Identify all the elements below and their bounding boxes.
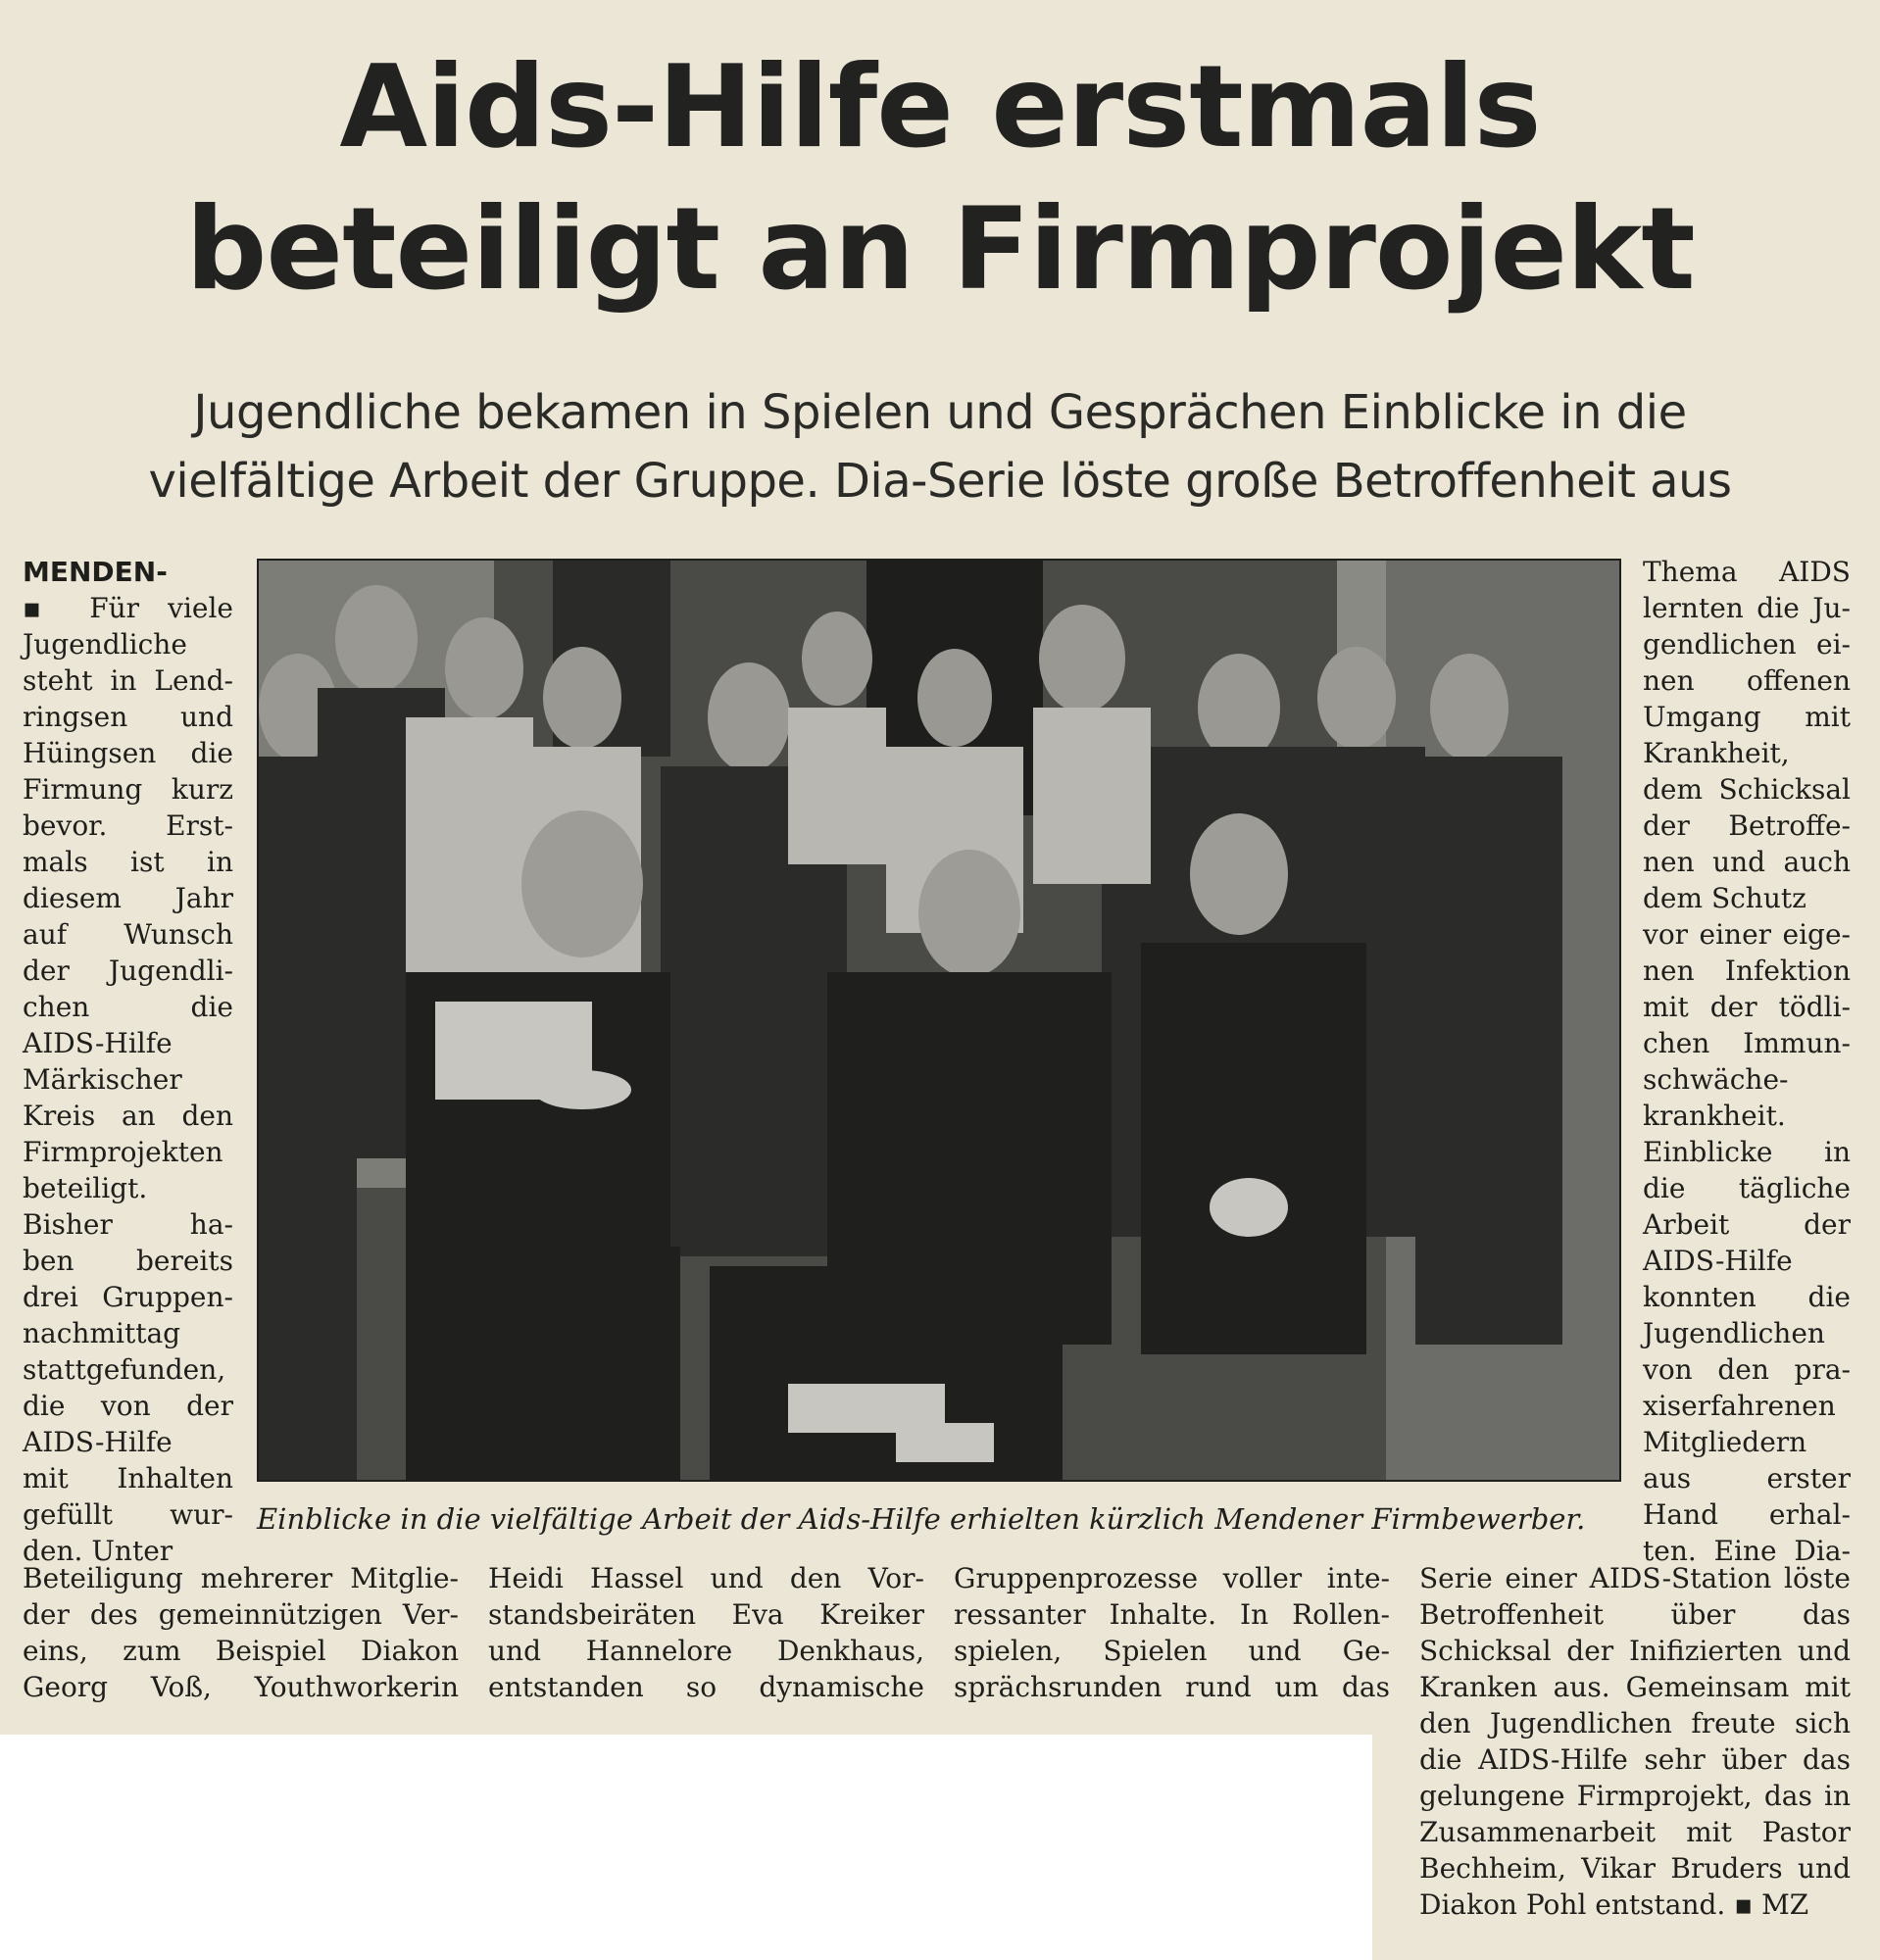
left-column-line: den. Unter — [23, 1535, 173, 1567]
right-column-line: Krankheit, — [1643, 737, 1790, 769]
right-column-line: von den pra- — [1643, 1353, 1851, 1386]
right-column-text — [1643, 554, 1851, 1569]
bottom-column-line: Diakon Pohl entstand. ▪ MZ — [1419, 1888, 1809, 1921]
right-column-line: mit der tödli- — [1643, 991, 1851, 1023]
bottom-column-1-text — [23, 1560, 459, 1705]
right-column-line: ten. Eine Dia- — [1643, 1535, 1851, 1567]
left-column-line: mals ist in — [23, 846, 233, 878]
bottom-column-2 — [488, 1560, 924, 1705]
bottom-column-line: standsbeiräten Eva Kreiker — [488, 1598, 924, 1631]
left-column-line: AIDS-Hilfe — [23, 1027, 173, 1059]
photo-caption: Einblicke in die vielfältige Arbeit der Aids-Hilfe erhielten kürzlich Mendener Firmbewerber. — [257, 1502, 1586, 1536]
right-column-line: nen Infektion — [1643, 955, 1851, 987]
left-column-line: auf Wunsch — [23, 918, 233, 951]
bottom-column-3 — [954, 1560, 1390, 1705]
right-column-line: Arbeit der — [1643, 1208, 1851, 1241]
left-column-line: Jugendliche — [23, 628, 187, 661]
right-column-line: aus erster — [1643, 1462, 1851, 1494]
left-column-line: die von der — [23, 1390, 233, 1422]
left-column-line: Firmung kurz — [23, 773, 233, 806]
right-column-line: die tägliche — [1643, 1172, 1851, 1204]
bottom-column-line: den Jugendlichen freute sich — [1419, 1707, 1851, 1740]
bottom-column-line: ressanter Inhalte. In Rollen- — [954, 1598, 1390, 1631]
right-column-line: xiserfahrenen — [1643, 1390, 1836, 1422]
left-column-line: beteiligt. — [23, 1172, 148, 1204]
bottom-column-line: sprächsrunden rund um das — [954, 1671, 1390, 1703]
left-column-text — [23, 590, 233, 1569]
bottom-column-line: Gruppenprozesse voller inte- — [954, 1562, 1390, 1594]
right-column-line: AIDS-Hilfe — [1643, 1245, 1793, 1277]
bottom-column-line: Kranken aus. Gemeinsam mit — [1419, 1671, 1851, 1703]
right-column-line: gendlichen ei- — [1643, 628, 1851, 661]
left-column-line: Märkischer — [23, 1063, 182, 1096]
bottom-column-line: eins, zum Beispiel Diakon — [23, 1635, 459, 1667]
left-column-line: stattgefunden, — [23, 1353, 226, 1386]
left-column-line: Hüingsen die — [23, 737, 233, 769]
left-column-line: Firmprojekten — [23, 1136, 223, 1168]
bottom-column-line: Georg Voß, Youthworkerin — [23, 1671, 459, 1703]
left-column-line: diesem Jahr — [23, 882, 233, 914]
subheadline-line-1: Jugendliche bekamen in Spielen und Gesprächen Einblicke in die — [193, 385, 1687, 440]
right-column-line: krankheit. — [1643, 1100, 1786, 1132]
group-photo — [257, 559, 1621, 1482]
bottom-column-line: Serie einer AIDS-Station löste — [1419, 1562, 1851, 1594]
bottom-column-line: die AIDS-Hilfe sehr über das — [1419, 1743, 1851, 1776]
left-column-line: chen die — [23, 991, 233, 1023]
left-column-line: ▪ Für viele — [23, 592, 233, 624]
bottom-column-1 — [23, 1560, 459, 1705]
bottom-column-line: Betroffenheit über das — [1419, 1598, 1851, 1631]
left-column-line: nachmittag — [23, 1317, 181, 1349]
bottom-column-line: Zusammenarbeit mit Pastor — [1419, 1816, 1851, 1848]
right-column-line: vor einer eige- — [1643, 918, 1851, 951]
bottom-column-3-text — [954, 1560, 1390, 1705]
right-column-line: nen offenen — [1643, 664, 1851, 697]
right-column-line: Mitgliedern — [1643, 1426, 1807, 1458]
right-column-line: dem Schicksal — [1643, 773, 1851, 806]
right-column-line: Einblicke in — [1643, 1136, 1851, 1168]
bottom-column-4 — [1419, 1560, 1851, 1923]
bottom-column-2-text — [488, 1560, 924, 1705]
dateline: MENDEN- — [23, 556, 168, 588]
left-column-line: mit Inhalten — [23, 1462, 233, 1494]
left-column — [23, 554, 233, 1569]
right-column-line: Jugendlichen — [1643, 1317, 1825, 1349]
bottom-column-4-text — [1419, 1560, 1851, 1923]
right-column-line: der Betroffe- — [1643, 809, 1851, 842]
bottom-column-line: spielen, Spielen und Ge- — [954, 1635, 1390, 1667]
left-column-line: bevor. Erst- — [23, 809, 233, 842]
headline-line-1: Aids-Hilfe erstmals — [339, 41, 1541, 173]
group-photo-image — [259, 561, 1619, 1480]
bottom-column-line: Bechheim, Vikar Bruders und — [1419, 1852, 1851, 1885]
right-column — [1643, 554, 1851, 1569]
right-column-line: schwäche- — [1643, 1063, 1789, 1096]
right-column-line: dem Schutz — [1643, 882, 1806, 914]
left-column-line: Kreis an den — [23, 1100, 233, 1132]
headline-line-2: beteiligt an Firmprojekt — [185, 183, 1695, 316]
bottom-column-line: der des gemeinnützigen Ver- — [23, 1598, 459, 1631]
left-column-line: ben bereits — [23, 1245, 233, 1277]
bottom-column-line: Schicksal der Inifizierten und — [1419, 1635, 1851, 1667]
left-column-line: der Jugendli- — [23, 955, 233, 987]
subheadline-line-2: vielfältige Arbeit der Gruppe. Dia-Serie löste große Betroffenheit aus — [148, 454, 1732, 509]
bottom-column-line: Beteiligung mehrerer Mitglie- — [23, 1562, 459, 1594]
right-column-line: nen und auch — [1643, 846, 1851, 878]
right-column-line: konnten die — [1643, 1281, 1851, 1313]
left-column-line: ringsen und — [23, 701, 233, 733]
right-column-line: Thema AIDS — [1643, 556, 1851, 588]
right-column-line: chen Immun- — [1643, 1027, 1851, 1059]
right-column-line: Hand erhal- — [1643, 1498, 1851, 1531]
left-column-line: Bisher ha- — [23, 1208, 233, 1241]
bottom-column-line: entstanden so dynamische — [488, 1671, 924, 1703]
right-column-line: lernten die Ju- — [1643, 592, 1851, 624]
left-column-line: AIDS-Hilfe — [23, 1426, 173, 1458]
left-column-line: steht in Lend- — [23, 664, 233, 697]
bottom-column-line: gelungene Firmprojekt, das in — [1419, 1780, 1851, 1812]
left-column-line: drei Gruppen- — [23, 1281, 233, 1313]
bottom-column-line: und Hannelore Denkhaus, — [488, 1635, 924, 1667]
left-column-line: gefüllt wur- — [23, 1498, 233, 1531]
right-column-line: Umgang mit — [1643, 701, 1851, 733]
bottom-column-line: Heidi Hassel und den Vor- — [488, 1562, 924, 1594]
